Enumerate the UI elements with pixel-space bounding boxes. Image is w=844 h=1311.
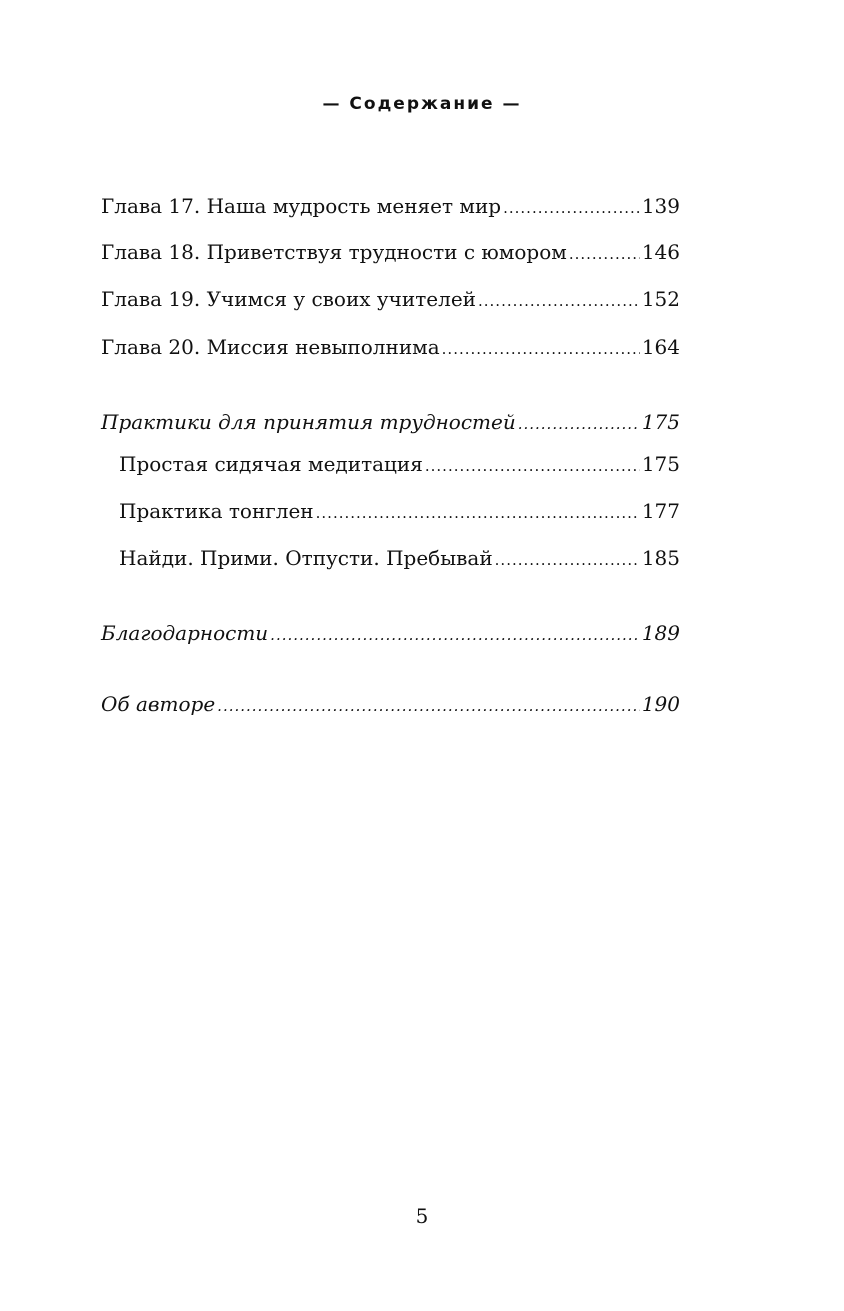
toc-entry-label: Практика тонглен <box>119 499 314 523</box>
toc-entry-label: Простая сидячая медитация <box>119 452 423 476</box>
toc-entry-page: 164 <box>641 335 680 359</box>
dot-leader <box>518 410 640 438</box>
toc-entry-label: Глава 17. Наша мудрость меняет мир <box>101 194 502 218</box>
toc-entry-chapter-19[interactable] <box>101 285 680 313</box>
dot-leader <box>442 335 640 363</box>
toc-entry-chapter-17[interactable] <box>101 192 680 220</box>
dot-leader <box>217 692 640 720</box>
toc-entry-label: Об авторе <box>101 692 216 716</box>
dot-leader <box>569 240 640 268</box>
toc-entry-chapter-20[interactable] <box>101 333 680 361</box>
toc-entry-label: Глава 20. Миссия невыполнима <box>101 335 440 359</box>
dot-leader <box>478 287 640 315</box>
toc-entry-practices[interactable] <box>101 408 680 436</box>
toc-entry-page: 175 <box>641 410 680 434</box>
toc-entry-tonglen[interactable] <box>119 497 680 525</box>
toc-entry-page: 152 <box>641 287 680 311</box>
toc-entry-page: 190 <box>641 692 680 716</box>
dot-leader <box>503 194 640 222</box>
dot-leader <box>270 621 640 649</box>
toc-entry-label: Глава 19. Учимся у своих учителей <box>101 287 476 311</box>
page-number: 5 <box>415 1204 429 1228</box>
dot-leader <box>425 452 640 480</box>
toc-entry-label: Найди. Прими. Отпусти. Пребывай <box>119 546 493 570</box>
toc-entry-page: 189 <box>641 621 680 645</box>
toc-entry-page: 175 <box>641 452 680 476</box>
toc-entry-page: 177 <box>641 499 680 523</box>
dot-leader <box>316 499 640 527</box>
toc-entry-label: Глава 18. Приветствуя трудности с юмором <box>101 240 567 264</box>
table-of-contents <box>101 0 680 1311</box>
toc-entry-page: 185 <box>641 546 680 570</box>
toc-entry-chapter-18[interactable] <box>101 238 680 266</box>
toc-entry-label: Благодарности <box>101 621 269 645</box>
dot-leader <box>495 546 640 574</box>
toc-entry-about-author[interactable] <box>101 690 680 718</box>
toc-entry-page: 146 <box>641 240 680 264</box>
toc-entry-label: Практики для принятия трудностей <box>101 410 516 434</box>
toc-entry-acknowledgements[interactable] <box>101 619 680 647</box>
toc-entry-sitting-meditation[interactable] <box>119 450 680 478</box>
contents-heading: — Содержание — <box>322 94 522 114</box>
toc-entry-find-accept-release[interactable] <box>119 544 680 572</box>
toc-entry-page: 139 <box>641 194 680 218</box>
